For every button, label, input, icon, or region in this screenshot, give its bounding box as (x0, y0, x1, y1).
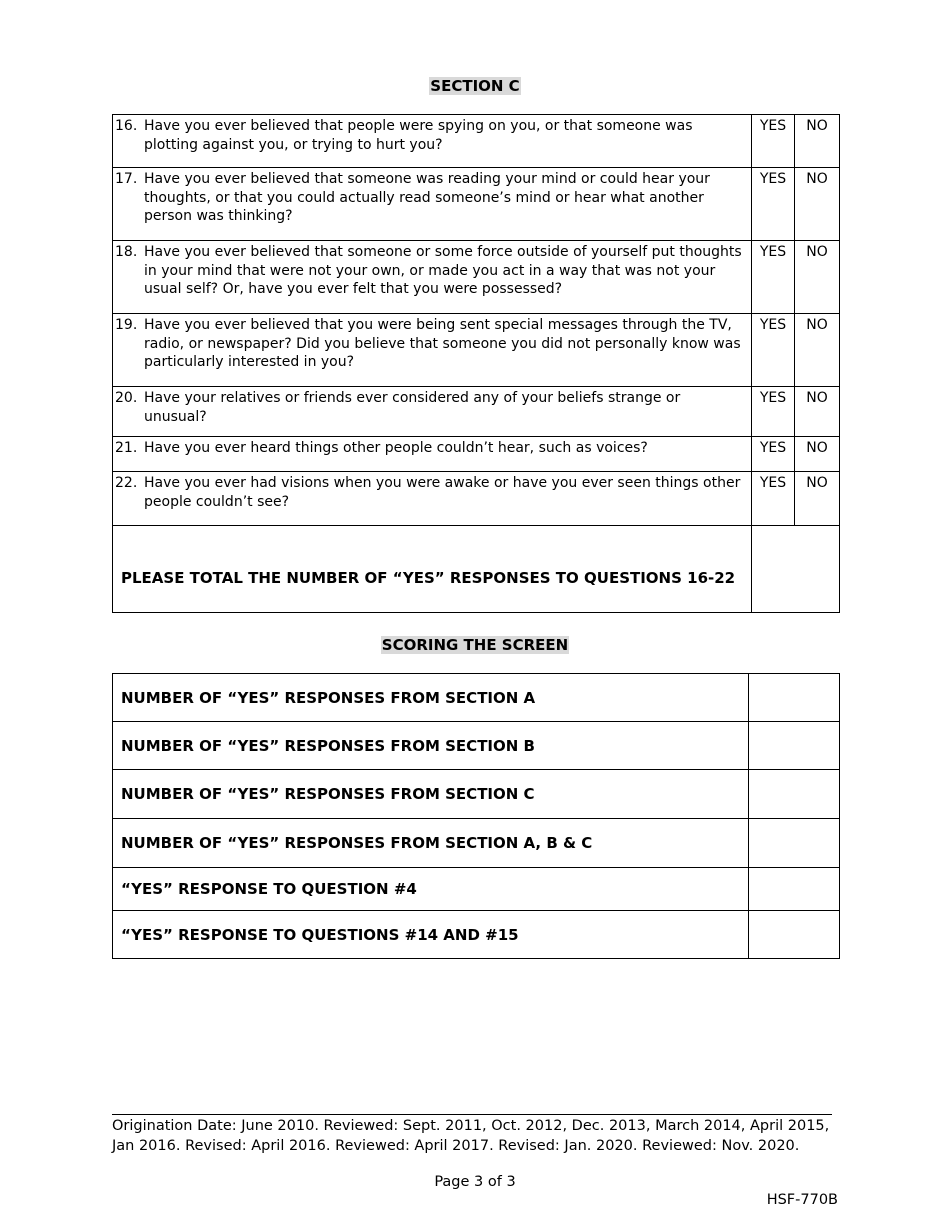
scoring-input-cell[interactable] (749, 770, 840, 819)
no-option[interactable]: NO (795, 168, 840, 241)
question-number: 17. (115, 171, 138, 187)
scoring-label: NUMBER OF “YES” RESPONSES FROM SECTION B (113, 722, 749, 770)
question-text: Have your relatives or friends ever considered any of your beliefs strange or unusual? (144, 390, 681, 425)
scoring-label: NUMBER OF “YES” RESPONSES FROM SECTION A, B & C (113, 819, 749, 868)
question-text: Have you ever believed that someone or some force outside of yourself put thoughts in your mind that were not your own, or made you act in a way that was not your usual self? Or, have you ever felt that you were possessed? (144, 244, 742, 297)
scoring-label: “YES” RESPONSE TO QUESTIONS #14 AND #15 (113, 911, 749, 959)
question-text: Have you ever believed that you were being sent special messages through the TV, radio, or newspaper? Did you believe that someone you did not personally know was particularly interested in you? (144, 317, 741, 370)
scoring-title: SCORING THE SCREEN (381, 636, 569, 654)
yes-option[interactable]: YES (752, 241, 795, 314)
yes-option[interactable]: YES (752, 387, 795, 437)
question-number: 19. (115, 317, 138, 333)
question-text: Have you ever believed that people were spying on you, or that someone was plotting against you, or trying to hurt you? (144, 118, 693, 153)
no-option[interactable]: NO (795, 314, 840, 387)
scoring-label: “YES” RESPONSE TO QUESTION #4 (113, 868, 749, 911)
page-number: Page 3 of 3 (434, 1174, 516, 1190)
scoring-row (113, 868, 840, 911)
question-text: Have you ever had visions when you were awake or have you ever seen things other people couldn’t see? (144, 475, 741, 510)
scoring-row (113, 722, 840, 770)
question-number: 22. (115, 475, 138, 491)
scoring-row (113, 911, 840, 959)
question-row (113, 168, 840, 241)
yes-option[interactable]: YES (752, 437, 795, 472)
total-row (113, 526, 840, 613)
scoring-input-cell[interactable] (749, 911, 840, 959)
yes-option[interactable]: YES (752, 115, 795, 168)
yes-option[interactable]: YES (752, 168, 795, 241)
yes-option[interactable]: YES (752, 314, 795, 387)
question-row (113, 387, 840, 437)
question-number: 18. (115, 244, 138, 260)
scoring-input-cell[interactable] (749, 722, 840, 770)
scoring-label: NUMBER OF “YES” RESPONSES FROM SECTION C (113, 770, 749, 819)
scoring-table (112, 673, 840, 959)
question-number: 20. (115, 390, 138, 406)
question-row (113, 241, 840, 314)
scoring-input-cell[interactable] (749, 674, 840, 722)
no-option[interactable]: NO (795, 241, 840, 314)
scoring-row (113, 674, 840, 722)
no-option[interactable]: NO (795, 387, 840, 437)
question-text: Have you ever believed that someone was reading your mind or could hear your thoughts, or that you could actually read someone’s mind or hear what another person was thinking? (144, 171, 710, 224)
origination-note: Origination Date: June 2010. Reviewed: Sept. 2011, Oct. 2012, Dec. 2013, March 2014, April 2015, Jan 2016. Revised: April 2016. Reviewed: April 2017. Revised: Jan. 2020. Reviewed: Nov. 2020. (112, 1118, 830, 1154)
question-row (113, 115, 840, 168)
section-c-table (112, 114, 840, 613)
question-text: Have you ever heard things other people couldn’t hear, such as voices? (144, 440, 648, 456)
no-option[interactable]: NO (795, 472, 840, 526)
question-row (113, 314, 840, 387)
total-input-cell[interactable] (752, 526, 840, 613)
question-row (113, 472, 840, 526)
yes-option[interactable]: YES (752, 472, 795, 526)
footer-divider (112, 1114, 832, 1115)
scoring-row (113, 819, 840, 868)
no-option[interactable]: NO (795, 437, 840, 472)
form-id: HSF-770B (766, 1192, 838, 1208)
question-row (113, 437, 840, 472)
question-number: 16. (115, 118, 138, 134)
scoring-input-cell[interactable] (749, 819, 840, 868)
question-number: 21. (115, 440, 138, 456)
total-label: PLEASE TOTAL THE NUMBER OF “YES” RESPONSES TO QUESTIONS 16-22 (113, 526, 752, 613)
scoring-label: NUMBER OF “YES” RESPONSES FROM SECTION A (113, 674, 749, 722)
scoring-input-cell[interactable] (749, 868, 840, 911)
scoring-row (113, 770, 840, 819)
section-c-title: SECTION C (430, 77, 520, 95)
no-option[interactable]: NO (795, 115, 840, 168)
